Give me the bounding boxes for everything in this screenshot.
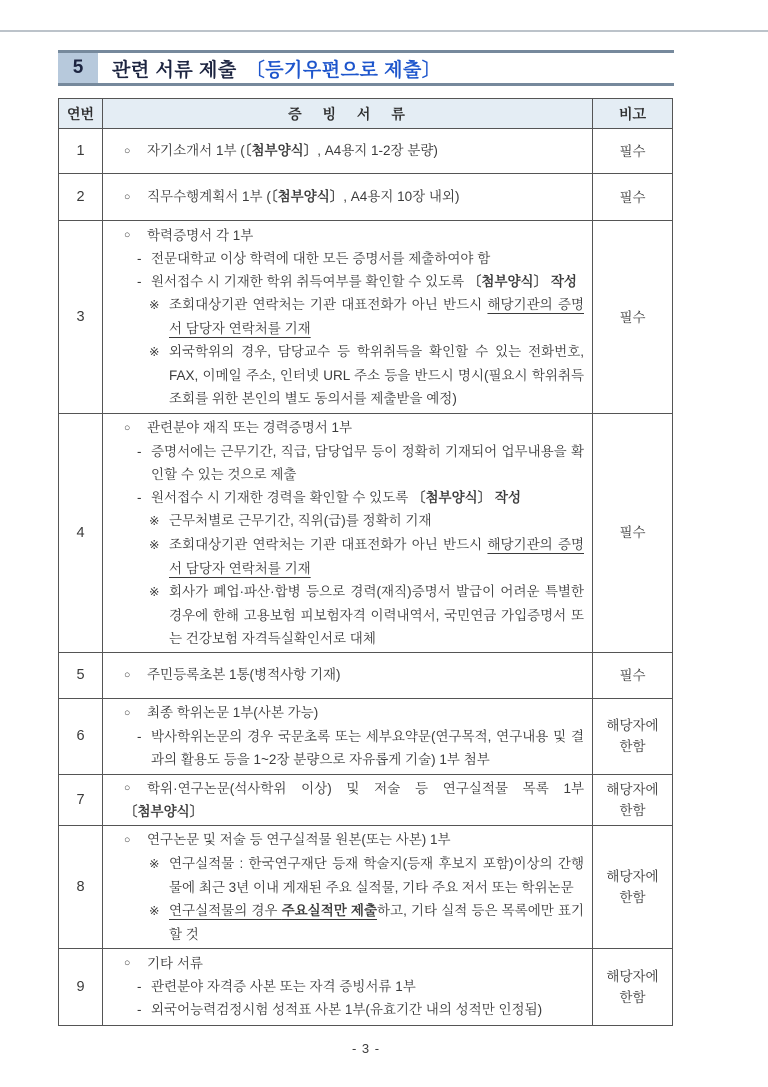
circle-bullet-icon: ○	[124, 668, 131, 681]
remark: 해당자에 한함	[593, 774, 673, 826]
remark: 해당자에 한함	[593, 948, 673, 1025]
text-segment: 조회대상기관 연락처는 기관 대표전화가 아닌 반드시	[169, 297, 488, 313]
table-row	[59, 652, 673, 698]
text-segment: 〔첨부양식〕	[244, 143, 318, 159]
dash-bullet-icon: -	[137, 489, 142, 505]
text-segment: 〔첨부양식〕	[124, 804, 204, 819]
document-cell	[103, 948, 593, 1025]
section-title	[98, 53, 441, 83]
reference-mark-icon: ※	[149, 345, 160, 360]
document-item	[111, 340, 584, 410]
text-segment: 주요실적만 제출	[281, 902, 378, 918]
document-item	[111, 139, 584, 163]
document-item	[111, 224, 584, 248]
document-item	[111, 725, 584, 771]
section-header	[58, 50, 674, 86]
circle-bullet-icon: ○	[124, 706, 131, 719]
text-segment: 자기소개서 1부 (	[147, 143, 245, 159]
column-header-no: 연번	[59, 99, 103, 129]
text-segment: 연구논문 및 저술 등 연구실적물 원본(또는 사본) 1부	[147, 832, 451, 847]
text-segment: 조회대상기관 연락처는 기관 대표전화가 아닌 반드시	[169, 536, 488, 552]
dash-bullet-icon: -	[137, 443, 142, 459]
remark: 필수	[593, 174, 673, 221]
text-segment: 〔첨부양식〕 작성	[412, 489, 521, 505]
text-segment: 전문대학교 이상 학력에 대한 모든 증명서를 제출하여야 함	[151, 251, 491, 267]
text-segment: 하고, 기타 실적 등은 목록에만 표기할 것	[169, 902, 584, 942]
document-cell	[103, 129, 593, 174]
text-segment: 회사가 폐업·파산·합병 등으로 경력(재직)증명서 발급이 어려운 특별한 경우에 한해 고용보험 피보험자격 이력내역서, 국민연금 가입증명서 또는 건강보험 자격득실확인서로 대체	[169, 583, 584, 646]
table-row	[59, 221, 673, 414]
section-title-subtitle: 〔등기우편으로 제출〕	[245, 59, 442, 81]
column-header-document: 증 빙 서 류	[103, 99, 593, 129]
document-page	[58, 50, 674, 1056]
text-segment: 기타 서류	[147, 955, 203, 971]
table-row	[59, 698, 673, 774]
reference-mark-icon: ※	[149, 298, 160, 313]
table-row	[59, 129, 673, 174]
document-item	[111, 293, 584, 340]
document-item	[111, 533, 584, 580]
text-segment: 증명서에는 근무기간, 직급, 담당업무 등이 정확히 기재되어 업무내용을 확인할 수 있는 것으로 제출	[151, 443, 584, 482]
required-documents-table	[58, 98, 673, 1026]
document-item	[111, 663, 584, 687]
text-segment: 해당기관의 증명서 담당자 연락처를 기재	[169, 536, 584, 576]
row-number: 4	[59, 414, 103, 653]
text-segment: 연구실적물 : 한국연구재단 등재 학술지(등재 후보지 포함)이상의 간행물에 최근 3년 이내 게재된 주요 실적물, 기타 주요 저서 또는 학위논문	[169, 855, 584, 895]
document-cell	[103, 826, 593, 949]
document-item	[111, 440, 584, 486]
remark: 필수	[593, 414, 673, 653]
row-number: 9	[59, 948, 103, 1025]
text-segment: 최종 학위논문 1부(사본 가능)	[147, 705, 319, 721]
section-number: 5	[58, 53, 98, 83]
circle-bullet-icon: ○	[124, 144, 131, 157]
reference-mark-icon: ※	[149, 513, 160, 528]
row-number: 1	[59, 129, 103, 174]
circle-bullet-icon: ○	[124, 957, 131, 970]
document-item	[111, 580, 584, 650]
row-number: 7	[59, 774, 103, 826]
document-item	[111, 952, 584, 976]
document-item	[111, 975, 584, 998]
remark: 해당자에 한함	[593, 826, 673, 949]
reference-mark-icon: ※	[149, 537, 160, 552]
text-segment: 〔첨부양식〕 작성	[467, 274, 577, 290]
dash-bullet-icon: -	[137, 251, 142, 267]
reference-mark-icon: ※	[149, 903, 160, 918]
document-cell	[103, 221, 593, 414]
section-title-text: 관련 서류 제출	[112, 59, 237, 81]
document-item	[111, 998, 584, 1021]
remark: 필수	[593, 652, 673, 698]
text-segment: 학위·연구논문(석사학위 이상) 및 저술 등 연구실적물 목록 1부	[147, 780, 584, 796]
circle-bullet-icon: ○	[124, 421, 131, 434]
table-row	[59, 948, 673, 1025]
table-body	[59, 129, 673, 1026]
dash-bullet-icon: -	[137, 274, 142, 290]
document-cell	[103, 652, 593, 698]
circle-bullet-icon: ○	[124, 833, 131, 846]
page-number: - 3 -	[351, 1040, 381, 1056]
remark: 해당자에 한함	[593, 698, 673, 774]
document-item	[111, 247, 584, 270]
document-item	[111, 828, 584, 852]
text-segment: 직무수행계획서 1부 (	[147, 189, 271, 205]
dash-bullet-icon: -	[137, 1002, 142, 1018]
row-number: 2	[59, 174, 103, 221]
document-item	[111, 270, 584, 293]
text-segment: 외국어능력검정시험 성적표 사본 1부(유효기간 내의 성적만 인정됨)	[151, 1002, 543, 1018]
document-item	[111, 852, 584, 899]
text-segment: 연구실적물의 경우	[169, 902, 282, 918]
text-segment: 박사학위논문의 경우 국문초록 또는 세부요약문(연구목적, 연구내용 및 결과의 활용도 등을 1~2장 분량으로 자유롭게 기술) 1부 첨부	[151, 728, 584, 767]
reference-mark-icon: ※	[149, 584, 160, 599]
circle-bullet-icon: ○	[124, 782, 131, 794]
dash-bullet-icon: -	[137, 728, 142, 744]
document-cell	[103, 698, 593, 774]
text-segment: 원서접수 시 기재한 학위 취득여부를 확인할 수 있도록	[151, 274, 468, 290]
document-item	[111, 185, 584, 209]
table-row	[59, 774, 673, 826]
table-header-row	[59, 99, 673, 129]
document-cell	[103, 414, 593, 653]
text-segment: 외국학위의 경우, 담당교수 등 학위취득을 확인할 수 있는 전화번호, FAX, 이메일 주소, 인터넷 URL 주소 등을 반드시 명시(필요시 학위취득 조회를 위한 본인의 별도 동의서를 제출받을 예정)	[169, 344, 584, 407]
text-segment: 〔첨부양식〕	[270, 189, 344, 205]
text-segment: 근무처별로 근무기간, 직위(급)를 정확히 기재	[169, 512, 432, 528]
top-divider	[0, 30, 768, 32]
text-segment: 관련분야 재직 또는 경력증명서 1부	[147, 420, 353, 435]
remark: 필수	[593, 221, 673, 414]
row-number: 8	[59, 826, 103, 949]
document-cell	[103, 774, 593, 826]
table-row	[59, 414, 673, 653]
document-item	[111, 899, 584, 946]
remark: 필수	[593, 129, 673, 174]
text-segment: 학력증명서 각 1부	[147, 227, 254, 243]
text-segment: , A4용지 1-2장 분량)	[317, 143, 438, 159]
table-row	[59, 174, 673, 221]
document-item	[111, 509, 584, 533]
row-number: 5	[59, 652, 103, 698]
text-segment: 해당기관의 증명서 담당자 연락처를 기재	[169, 297, 584, 337]
reference-mark-icon: ※	[149, 856, 160, 871]
document-item	[111, 777, 584, 824]
text-segment: , A4용지 10장 내외)	[343, 189, 460, 205]
text-segment: 주민등록초본 1통(병적사항 기재)	[147, 667, 341, 683]
circle-bullet-icon: ○	[124, 190, 131, 203]
column-header-remark: 비고	[593, 99, 673, 129]
circle-bullet-icon: ○	[124, 229, 131, 242]
document-item	[111, 701, 584, 725]
text-segment: 원서접수 시 기재한 경력을 확인할 수 있도록	[151, 489, 412, 505]
document-cell	[103, 174, 593, 221]
table-row	[59, 826, 673, 949]
dash-bullet-icon: -	[137, 979, 142, 995]
row-number: 3	[59, 221, 103, 414]
row-number: 6	[59, 698, 103, 774]
document-item	[111, 486, 584, 509]
document-item	[111, 416, 584, 440]
text-segment: 관련분야 자격증 사본 또는 자격 증빙서류 1부	[151, 979, 416, 995]
